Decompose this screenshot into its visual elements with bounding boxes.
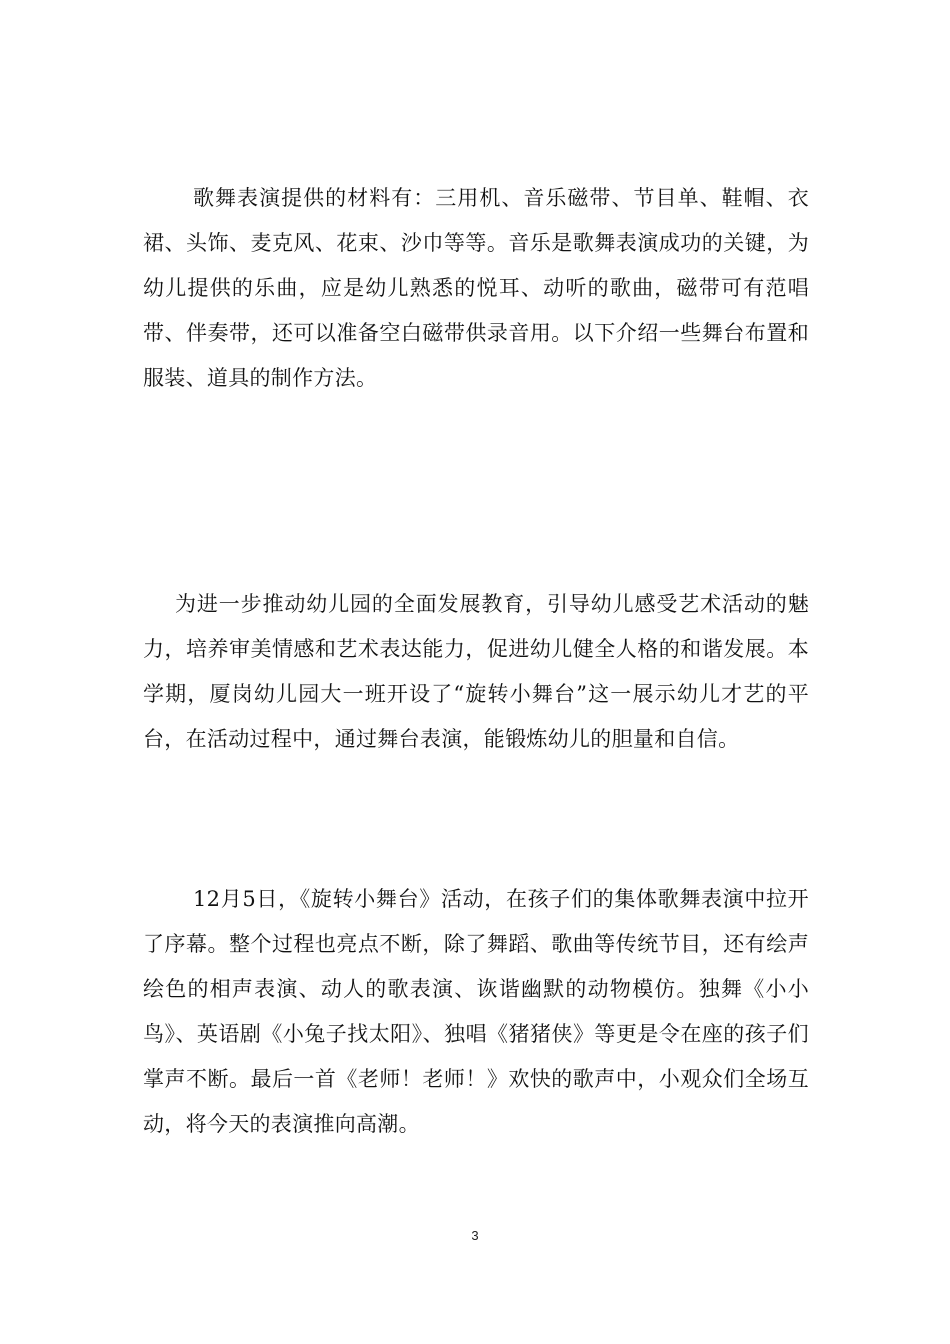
paragraph-event: 12月5日，《旋转小舞台》活动，在孩子们的集体歌舞表演中拉开了序幕。整个过程也亮点不断，除了舞蹈、歌曲等传统节目，还有绘声绘色的相声表演、动人的歌表演、诙谐幽默的动物模仿。独舞《小小鸟》、英语剧《小兔子找太阳》、独唱《猪猪侠》等更是令在座的孩子们掌声不断。最后一首《老师！老师！》欢快的歌声中，小观众们全场互动，将今天的表演推向高潮。 bbox=[143, 887, 809, 1136]
paragraph-background: 为进一步推动幼儿园的全面发展教育，引导幼儿感受艺术活动的魅力，培养审美情感和艺术表达能力，促进幼儿健全人格的和谐发展。本学期，厦岗幼儿园大一班开设了“旋转小舞台”这一展示幼儿才艺的平台，在活动过程中，通过舞台表演，能锻炼幼儿的胆量和自信。 bbox=[143, 592, 809, 751]
paragraph-materials: 歌舞表演提供的材料有：三用机、音乐磁带、节目单、鞋帽、衣裙、头饰、麦克风、花束、沙巾等等。音乐是歌舞表演成功的关键，为幼儿提供的乐曲，应是幼儿熟悉的悦耳、动听的歌曲，磁带可有范唱带、伴奏带，还可以准备空白磁带供录音用。以下介绍一些舞台布置和服装、道具的制作方法。 bbox=[143, 186, 809, 390]
page-number: 3 bbox=[471, 1228, 479, 1243]
